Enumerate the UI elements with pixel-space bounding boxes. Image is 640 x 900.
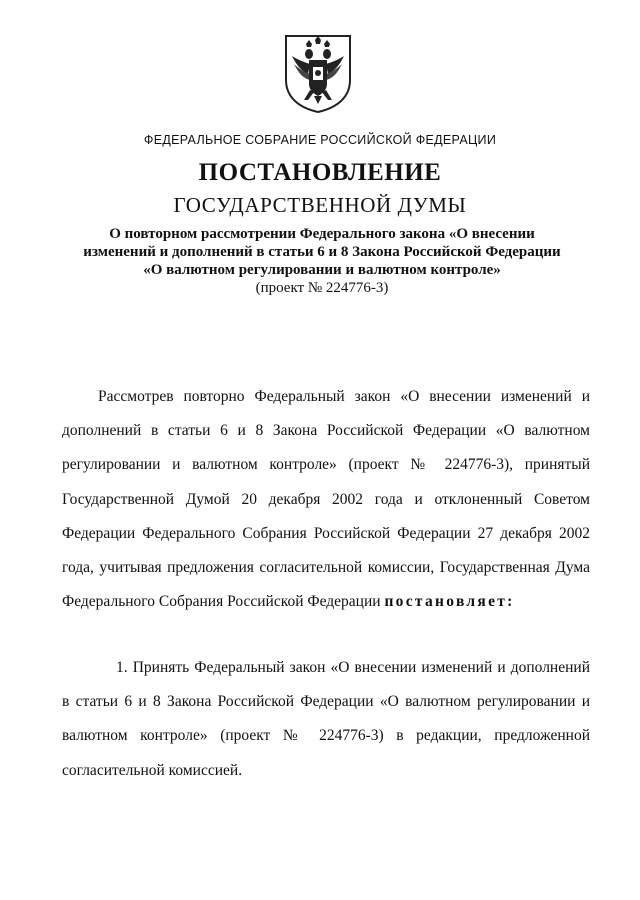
document-type-title: ПОСТАНОВЛЕНИЕ xyxy=(198,159,442,186)
paragraph-2-text: 1. Принять Федеральный закон «О внесении изменений и дополнений в статьи 6 и 8 Закона Российской Федерации «О валютном регулировании и валютном контроле» (проект № 224776-3) в редакции, предложенной согласительной комиссией. xyxy=(62,659,590,779)
project-number: (проект № 224776-3) xyxy=(255,280,389,296)
coat-of-arms-icon xyxy=(282,34,354,114)
subject-line-1: О повторном рассмотрении Федерального закона «О внесении xyxy=(109,226,535,242)
organization-name: ФЕДЕРАЛЬНОЕ СОБРАНИЕ РОССИЙСКОЙ ФЕДЕРАЦИИ xyxy=(143,133,497,147)
document-subject xyxy=(72,225,572,297)
resolves-keyword: постановляет: xyxy=(384,593,515,611)
body-paragraph-2 xyxy=(62,651,590,788)
paragraph-1-text: Рассмотрев повторно Федеральный закон «О внесении изменений и дополнений в статьи 6 и 8 Закона Российской Федерации «О валютном регулировании и валютном контроле» (проект № 224776-3), принятый Государственной Думой 20 декабря 2002 года и отклоненный Советом Федерации Федерального Собрания Российской Федерации 27 декабря 2002 года, учитывая предложения согласительной комиссии, Государственная Дума Федерального Собрания Российской Федерации xyxy=(62,388,590,611)
body-paragraph-1 xyxy=(62,380,590,619)
issuer-title: ГОСУДАРСТВЕННОЙ ДУМЫ xyxy=(173,193,467,217)
subject-line-2: изменений и дополнений в статьи 6 и 8 Закона Российской Федерации xyxy=(83,244,561,260)
subject-line-3: «О валютном регулировании и валютном контроле» xyxy=(143,262,501,278)
